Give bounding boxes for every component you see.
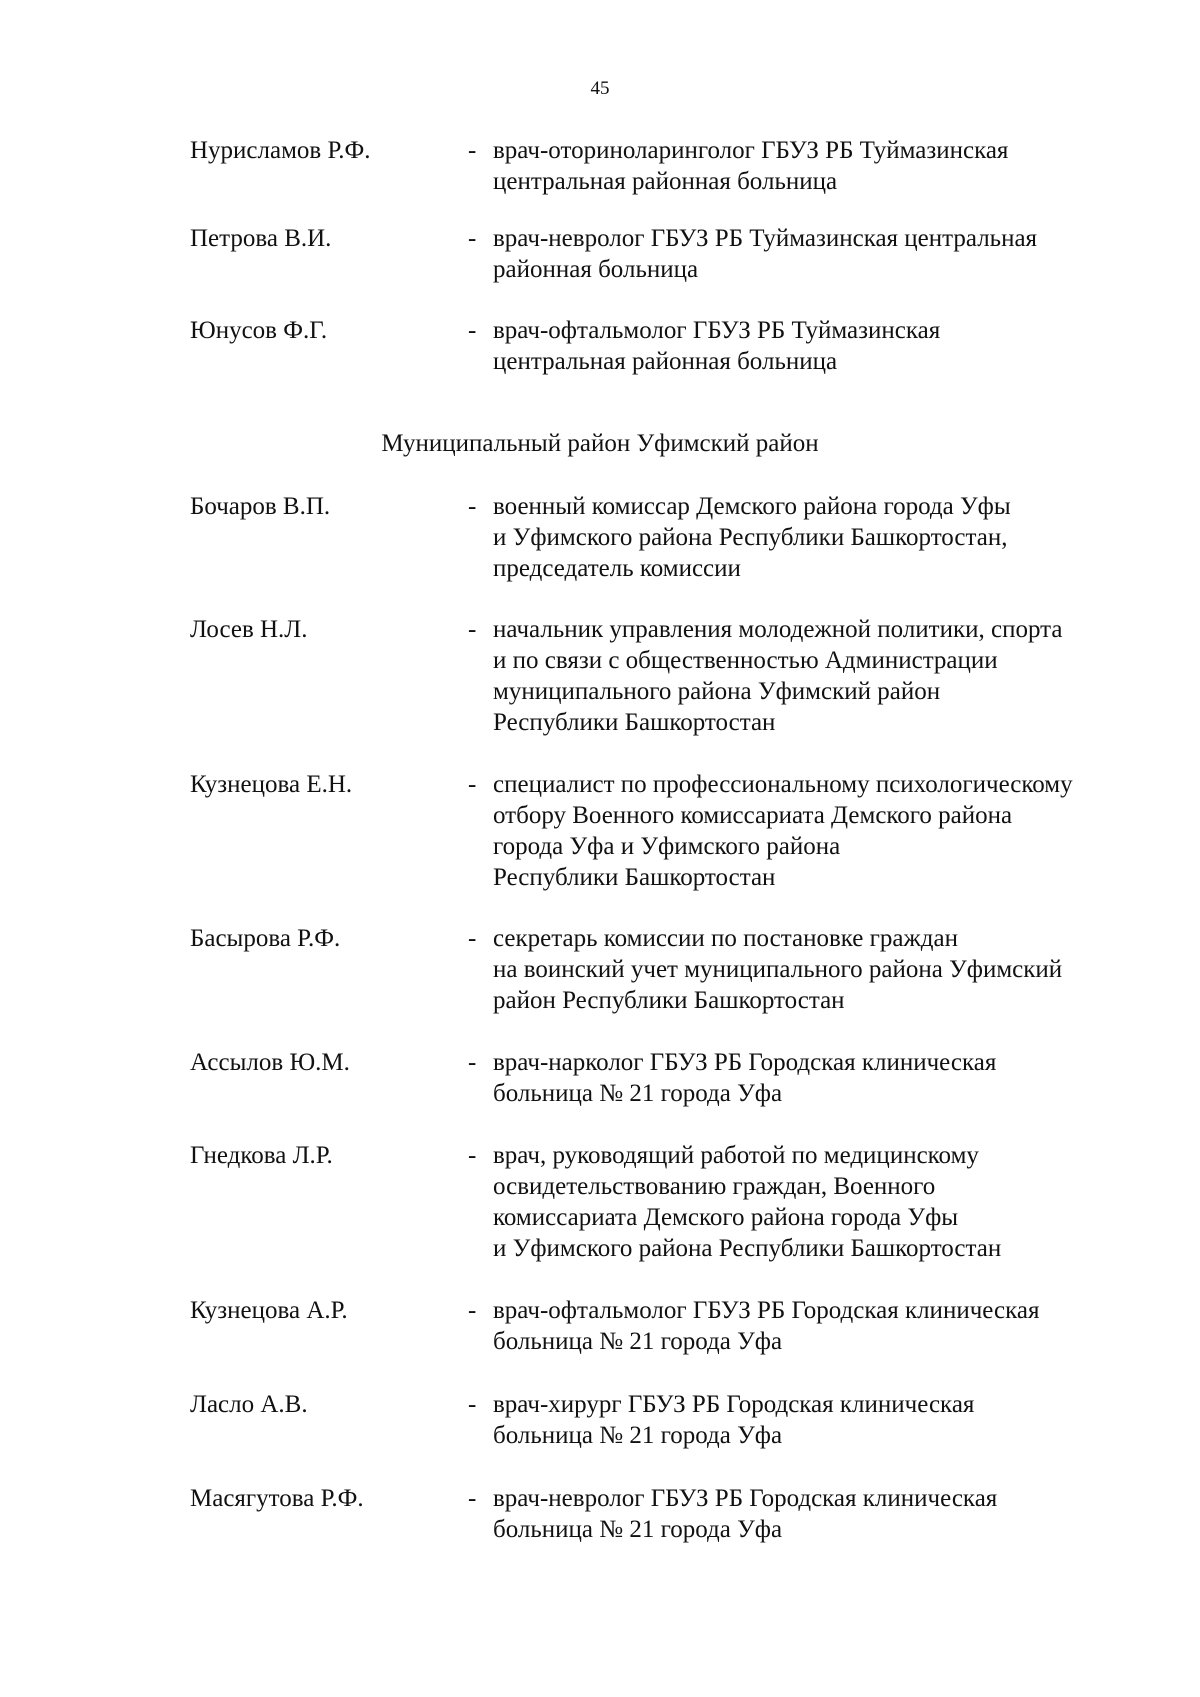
entry-role	[493, 1295, 1143, 1357]
entry-role	[493, 1140, 1143, 1264]
entry-dash: -	[468, 493, 477, 520]
role-line: районная больница	[493, 256, 699, 283]
role-line: врач-невролог ГБУЗ РБ Городская клиническая	[493, 1485, 998, 1512]
entry-name: Лосев Н.Л.	[190, 616, 308, 643]
entry-name: Кузнецова А.Р.	[190, 1297, 348, 1324]
entry-dash: -	[468, 1297, 477, 1324]
role-line: врач-хирург ГБУЗ РБ Городская клиническая	[493, 1391, 975, 1418]
entry-name: Нурисламов Р.Ф.	[190, 137, 371, 164]
entry-dash: -	[468, 137, 477, 164]
role-line: начальник управления молодежной политики, спорта	[493, 616, 1063, 643]
role-line: комиссариата Демского района города Уфы	[493, 1204, 959, 1231]
role-line: врач-офтальмолог ГБУЗ РБ Городская клиническая	[493, 1297, 1040, 1324]
role-line: председатель комиссии	[493, 555, 741, 582]
entry-dash: -	[468, 771, 477, 798]
role-line: города Уфа и Уфимского района	[493, 833, 841, 860]
entry-name: Ласло А.В.	[190, 1391, 308, 1418]
role-line: Республики Башкортостан	[493, 864, 776, 891]
role-line: и по связи с общественностью Администрации	[493, 647, 998, 674]
entry-dash: -	[468, 1391, 477, 1418]
entry-dash: -	[468, 317, 477, 344]
section-heading: Муниципальный район Уфимский район	[381, 430, 819, 457]
role-line: секретарь комиссии по постановке граждан	[493, 925, 958, 952]
entry-name: Юнусов Ф.Г.	[190, 317, 328, 344]
role-line: врач-нарколог ГБУЗ РБ Городская клиническая	[493, 1049, 997, 1076]
role-line: Республики Башкортостан	[493, 709, 776, 736]
role-line: врач-оториноларинголог ГБУЗ РБ Туймазинская	[493, 137, 1009, 164]
role-line: и Уфимского района Республики Башкортостан,	[493, 524, 1008, 551]
entry-dash: -	[468, 1142, 477, 1169]
entry-role	[493, 769, 1143, 893]
entry-dash: -	[468, 925, 477, 952]
role-line: больница № 21 города Уфа	[493, 1328, 783, 1355]
entry-dash: -	[468, 1049, 477, 1076]
entry-name: Петрова В.И.	[190, 225, 332, 252]
role-line: освидетельствованию граждан, Военного	[493, 1173, 936, 1200]
role-line: и Уфимского района Республики Башкортостан	[493, 1235, 1002, 1262]
entry-role	[493, 614, 1143, 738]
entry-role	[493, 135, 1143, 197]
entry-dash: -	[468, 225, 477, 252]
entry-role	[493, 1047, 1143, 1109]
role-line: больница № 21 города Уфа	[493, 1422, 783, 1449]
entry-name: Басырова Р.Ф.	[190, 925, 341, 952]
entry-name: Ассылов Ю.М.	[190, 1049, 350, 1076]
role-line: врач-офтальмолог ГБУЗ РБ Туймазинская	[493, 317, 941, 344]
role-line: муниципального района Уфимский район	[493, 678, 941, 705]
entry-role	[493, 1389, 1143, 1451]
role-line: отбору Военного комиссариата Демского района	[493, 802, 1013, 829]
entry-name: Масягутова Р.Ф.	[190, 1485, 364, 1512]
entry-name: Гнедкова Л.Р.	[190, 1142, 333, 1169]
entry-name: Бочаров В.П.	[190, 493, 331, 520]
entry-name: Кузнецова Е.Н.	[190, 771, 353, 798]
role-line: врач, руководящий работой по медицинскому	[493, 1142, 979, 1169]
entry-dash: -	[468, 616, 477, 643]
role-line: на воинский учет муниципального района Уфимский	[493, 956, 1063, 983]
entry-dash: -	[468, 1485, 477, 1512]
role-line: специалист по профессиональному психологическому	[493, 771, 1073, 798]
entry-role	[493, 923, 1143, 1016]
page-number: 45	[590, 78, 610, 99]
role-line: центральная районная больница	[493, 348, 838, 375]
role-line: центральная районная больница	[493, 168, 838, 195]
entry-role	[493, 315, 1143, 377]
role-line: больница № 21 города Уфа	[493, 1516, 783, 1543]
entry-role	[493, 223, 1143, 285]
role-line: врач-невролог ГБУЗ РБ Туймазинская центральная	[493, 225, 1038, 252]
role-line: больница № 21 города Уфа	[493, 1080, 783, 1107]
role-line: район Республики Башкортостан	[493, 987, 845, 1014]
entry-role	[493, 1483, 1143, 1545]
role-line: военный комиссар Демского района города Уфы	[493, 493, 1011, 520]
entry-role	[493, 491, 1143, 584]
